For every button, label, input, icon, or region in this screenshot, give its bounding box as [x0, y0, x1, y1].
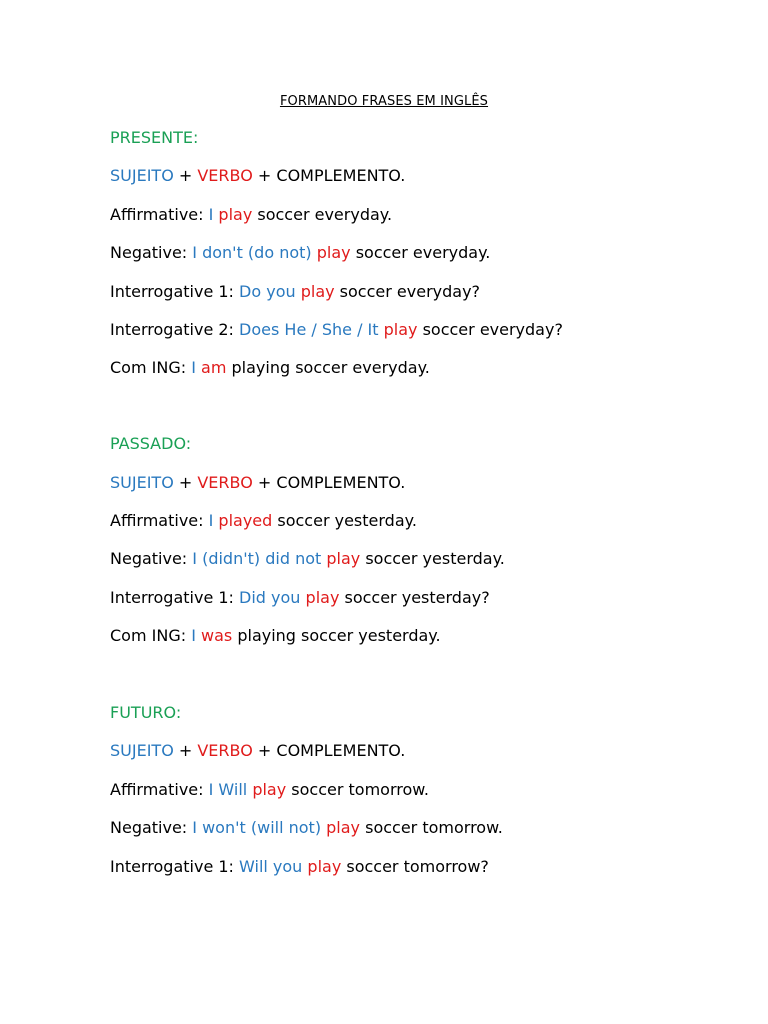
sentence-subject: Does He / She / It: [239, 320, 384, 339]
formula-rest: + COMPLEMENTO.: [252, 166, 406, 185]
sentence-verb: am: [201, 358, 227, 377]
sentence-rest: soccer everyday.: [252, 205, 393, 224]
sentence-label: Interrogative 1:: [110, 588, 240, 607]
sentence-verb: play: [305, 588, 340, 607]
sentence-line: [110, 282, 480, 302]
sentence-verb: play: [326, 549, 361, 568]
sentence-label: Interrogative 1:: [110, 857, 240, 876]
formula-line-passado: [110, 473, 405, 493]
sentence-subject: I Will: [208, 780, 253, 799]
sentence-rest: soccer everyday.: [350, 243, 491, 262]
sentence-subject: I: [208, 205, 219, 224]
sentence-rest: soccer yesterday.: [360, 549, 505, 568]
sentence-line: [110, 205, 392, 225]
section-heading-passado: PASSADO:: [110, 434, 192, 453]
sentence-subject: I: [208, 511, 219, 530]
sentence-label: Com ING:: [110, 358, 192, 377]
sentence-subject: I don't (do not): [192, 243, 317, 262]
sentence-verb: play: [252, 780, 287, 799]
document-title: FORMANDO FRASES EM INGLÊS: [279, 94, 489, 109]
sentence-line: [110, 626, 441, 646]
sentence-verb: play: [218, 205, 253, 224]
sentence-subject: Will you: [239, 857, 308, 876]
formula-rest: + COMPLEMENTO.: [252, 741, 406, 760]
formula-verb: VERBO: [197, 473, 253, 492]
sentence-label: Affirmative:: [110, 780, 209, 799]
sentence-subject: Do you: [239, 282, 301, 301]
formula-subject: SUJEITO: [110, 473, 174, 492]
formula-subject: SUJEITO: [110, 166, 174, 185]
sentence-line: [110, 511, 417, 531]
sentence-verb: play: [300, 282, 335, 301]
sentence-label: Interrogative 2:: [110, 320, 240, 339]
sentence-rest: soccer everyday?: [334, 282, 481, 301]
sentence-subject: I: [191, 358, 202, 377]
sentence-label: Negative:: [110, 818, 193, 837]
sentence-line: [110, 549, 505, 569]
sentence-verb: play: [383, 320, 418, 339]
sentence-label: Negative:: [110, 549, 193, 568]
sentence-line: [110, 780, 429, 800]
sentence-line: [110, 320, 563, 340]
formula-subject: SUJEITO: [110, 741, 174, 760]
sentence-rest: soccer tomorrow.: [286, 780, 429, 799]
sentence-verb: play: [326, 818, 361, 837]
sentence-rest: playing soccer everyday.: [226, 358, 430, 377]
sentence-subject: I: [191, 626, 202, 645]
sentence-line: [110, 358, 430, 378]
sentence-verb: play: [316, 243, 351, 262]
sentence-verb: played: [218, 511, 273, 530]
formula-line-presente: [110, 166, 405, 186]
sentence-line: [110, 243, 490, 263]
sentence-line: [110, 818, 503, 838]
formula-plus: +: [173, 473, 198, 492]
section-heading-futuro: FUTURO:: [110, 703, 182, 722]
sentence-line: [110, 588, 490, 608]
sentence-label: Interrogative 1:: [110, 282, 240, 301]
formula-verb: VERBO: [197, 166, 253, 185]
formula-rest: + COMPLEMENTO.: [252, 473, 406, 492]
sentence-label: Negative:: [110, 243, 193, 262]
sentence-rest: soccer yesterday?: [339, 588, 490, 607]
section-heading-presente: PRESENTE:: [110, 128, 199, 147]
sentence-rest: soccer tomorrow?: [341, 857, 489, 876]
sentence-label: Affirmative:: [110, 511, 209, 530]
formula-plus: +: [173, 166, 198, 185]
sentence-rest: playing soccer yesterday.: [232, 626, 441, 645]
sentence-subject: I (didn't) did not: [192, 549, 327, 568]
formula-line-futuro: [110, 741, 405, 761]
formula-plus: +: [173, 741, 198, 760]
sentence-rest: soccer yesterday.: [272, 511, 417, 530]
sentence-rest: soccer everyday?: [417, 320, 563, 339]
sentence-subject: Did you: [239, 588, 306, 607]
sentence-rest: soccer tomorrow.: [360, 818, 503, 837]
sentence-subject: I won't (will not): [192, 818, 327, 837]
sentence-label: Affirmative:: [110, 205, 209, 224]
sentence-verb: was: [201, 626, 233, 645]
sentence-label: Com ING:: [110, 626, 192, 645]
sentence-verb: play: [307, 857, 342, 876]
sentence-line: [110, 857, 489, 877]
formula-verb: VERBO: [197, 741, 253, 760]
